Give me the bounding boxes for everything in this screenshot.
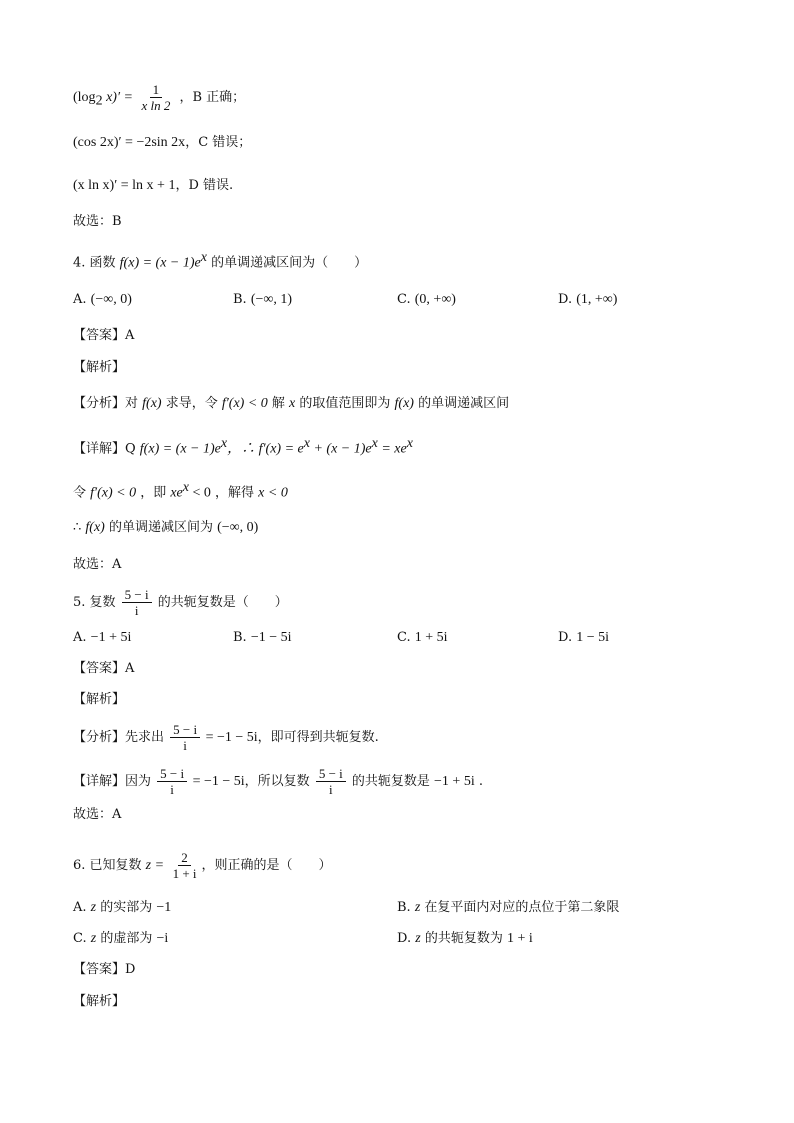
q6-option-d: D. z 的共轭复数为 1 + i	[397, 931, 533, 946]
q5-option-a: A. −1 + 5i	[73, 630, 132, 645]
fraction: $\frac{5 - i}{i}$	[316, 766, 346, 797]
fraction: $\frac{2}{1 + i}$	[172, 850, 197, 881]
derivative-xlnx-line: (x ln x)′ = ln x + 1，D 错误.	[73, 178, 234, 193]
q4-xiangjie: 【详解】Q $f(x) = (x - 1)e^x$，∴ $f'(x) = e^x + (x - 1)e^x = xe^x$	[73, 436, 413, 457]
q5-option-b: B. −1 − 5i	[233, 630, 292, 645]
q6-stem: 6. 已知复数 z = $\frac{2}{1 + i}$ ，则正确的是（ ）	[73, 850, 332, 881]
derivative-cos-line: (cos 2x)′ = −2sin 2x，C 错误；	[73, 135, 252, 150]
q6-jiexi: 【解析】	[73, 994, 126, 1009]
fraction: $\frac{1}{\text{x ln 2}}$	[141, 82, 171, 113]
q4-option-a: A. (−∞, 0)	[73, 292, 132, 307]
q5-fenxi: 【分析】先求出 $\frac{5 - i}{i}$ = −1 − 5i，即可得到共轭复数.	[73, 722, 379, 753]
q4-option-b: B. (−∞, 1)	[233, 292, 293, 307]
q6-option-a: A. z 的实部为 −1	[73, 900, 172, 915]
q5-answer: 【答案】A	[73, 661, 135, 676]
q4-stem: 4. 函数 $f(x) = (x - 1)e^x$ 的单调递减区间为（ ）	[73, 250, 368, 271]
q5-option-c: C. 1 + 5i	[397, 630, 448, 645]
q5-xiangjie: 【详解】因为 $\frac{5 - i}{i}$ = −1 − 5i，所以复数 $\frac{5 - i}{i}$ 的共轭复数是 −1 + 5i .	[73, 766, 483, 797]
q4-therefore: ∴ f(x) 的单调递减区间为 (−∞, 0)	[73, 520, 259, 535]
q4-jiexi: 【解析】	[73, 360, 126, 375]
q4-option-c: C. (0, +∞)	[397, 292, 456, 307]
fraction: $\frac{5 - i}{i}$	[170, 722, 200, 753]
choice-line: 故选：B	[73, 214, 122, 229]
q6-option-b: B. z 在复平面内对应的点位于第二象限	[397, 900, 620, 915]
q5-option-d: D. 1 − 5i	[558, 630, 610, 645]
fraction: $\frac{5 - i}{i}$	[157, 766, 187, 797]
fraction: $\frac{5 - i}{i}$	[122, 587, 152, 618]
derivative-log-line: ($\log_2$ x)′ = $\frac{1}{\text{x ln 2}}$ ，B 正确；	[73, 82, 246, 113]
q5-stem: 5. 复数 $\frac{5 - i}{i}$ 的共轭复数是（ ）	[73, 587, 288, 618]
q5-choose: 故选：A	[73, 807, 122, 822]
q5-jiexi: 【解析】	[73, 692, 126, 707]
q4-choose: 故选：A	[73, 557, 122, 572]
q4-fenxi: 【分析】对 f(x) 求导，令 f′(x) < 0 解 x 的取值范围即为 f(x) 的单调递减区间	[73, 396, 510, 411]
q4-option-d: D. (1, +∞)	[558, 292, 618, 307]
q4-ling: 令 f′(x) < 0 ，即 $xe^x < 0$ ，解得 x < 0	[73, 480, 288, 501]
q6-option-c: C. z 的虚部为 −i	[73, 931, 169, 946]
q4-answer: 【答案】A	[73, 328, 135, 343]
q6-answer: 【答案】D	[73, 962, 136, 977]
